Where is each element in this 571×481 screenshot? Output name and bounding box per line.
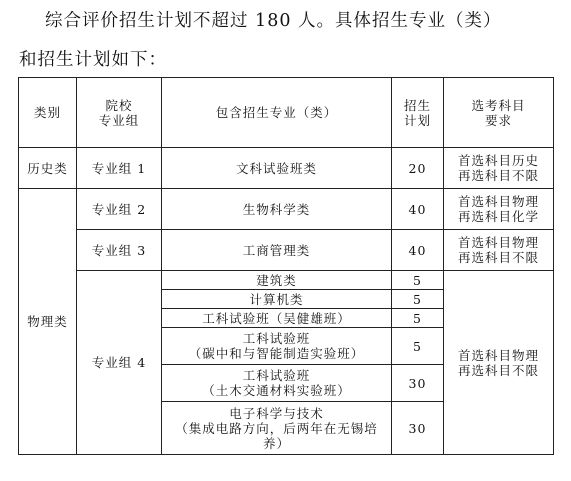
major-cell: 工科试验班 （土木交通材料实验班） [162, 365, 392, 402]
major-cell: 电子科学与技术 （集成电路方向，后两年在无锡培 养） [162, 402, 392, 455]
major-cell: 建筑类 [162, 271, 392, 290]
requirement-cell: 首选科目物理 再选科目不限 [444, 271, 554, 455]
table-row-group-4 [19, 271, 554, 290]
table-row-history [19, 148, 554, 189]
major-cell: 计算机类 [162, 290, 392, 309]
category-cell: 物理类 [19, 189, 77, 455]
header-plan: 招生 计划 [392, 78, 444, 148]
group-cell: 专业组 4 [77, 271, 162, 455]
major-cell: 工科试验班 （碳中和与智能制造实验班） [162, 328, 392, 365]
category-cell: 历史类 [19, 148, 77, 189]
table-row-group-2 [19, 189, 554, 230]
requirement-cell: 首选科目物理 再选科目化学 [444, 189, 554, 230]
header-category: 类别 [19, 78, 77, 148]
major-cell: 生物科学类 [162, 189, 392, 230]
major-cell: 工商管理类 [162, 230, 392, 271]
table-header-row [19, 78, 554, 148]
major-cell: 文科试验班类 [162, 148, 392, 189]
requirement-cell: 首选科目历史 再选科目不限 [444, 148, 554, 189]
group-cell: 专业组 2 [77, 189, 162, 230]
intro-line-2: 和招生计划如下： [19, 50, 167, 70]
group-cell: 专业组 3 [77, 230, 162, 271]
intro-line-1: 综合评价招生计划不超过 180 人。具体招生专业（类） [45, 11, 502, 31]
plan-cell: 5 [392, 290, 444, 309]
major-cell: 工科试验班（吴健雄班） [162, 309, 392, 328]
group-cell: 专业组 1 [77, 148, 162, 189]
table-row-group-3 [19, 230, 554, 271]
plan-cell: 40 [392, 189, 444, 230]
plan-cell: 5 [392, 309, 444, 328]
plan-cell: 30 [392, 402, 444, 455]
plan-cell: 5 [392, 328, 444, 365]
header-requirement: 选考科目 要求 [444, 78, 554, 148]
plan-cell: 5 [392, 271, 444, 290]
admissions-plan-table [18, 77, 554, 455]
plan-cell: 30 [392, 365, 444, 402]
header-group: 院校 专业组 [77, 78, 162, 148]
header-majors: 包含招生专业（类） [162, 78, 392, 148]
requirement-cell: 首选科目物理 再选科目不限 [444, 230, 554, 271]
plan-cell: 20 [392, 148, 444, 189]
plan-cell: 40 [392, 230, 444, 271]
